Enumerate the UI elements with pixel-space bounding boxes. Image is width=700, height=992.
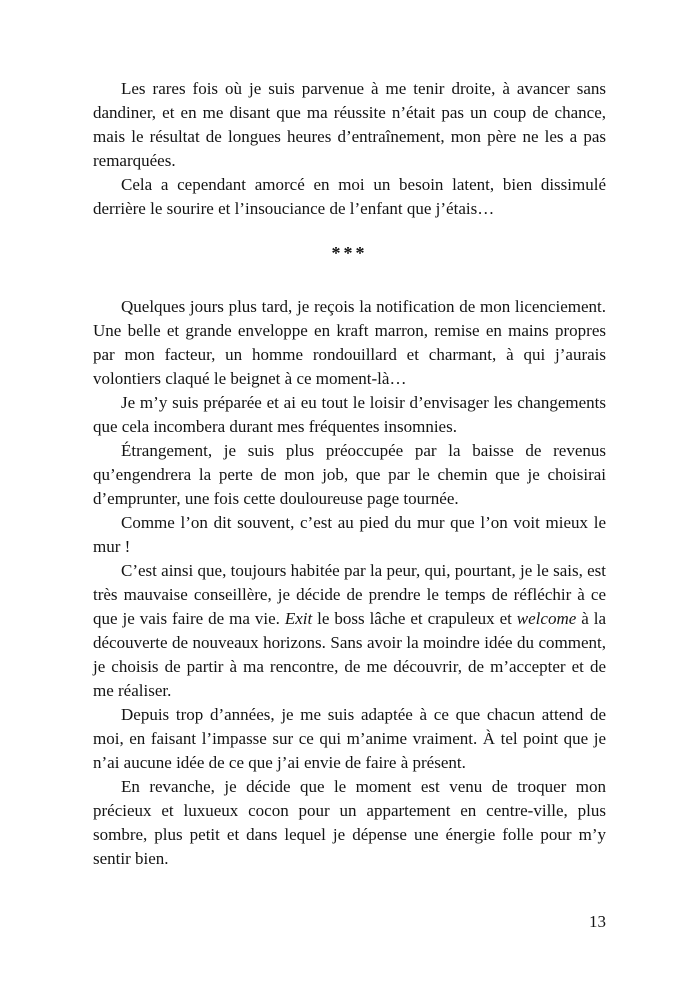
- page-number: 13: [589, 912, 606, 931]
- paragraph-3: Quelques jours plus tard, je reçois la notification de mon licenciement. Une belle et grande enveloppe en kraft marron, remise en mains propres par mon facteur, un homme rondouillard et charmant, à qui j’aurais volontiers claqué le beignet à ce moment-là…: [93, 297, 606, 388]
- paragraph-7-text: le boss lâche et crapuleux et: [312, 609, 517, 628]
- paragraph-6: Comme l’on dit souvent, c’est au pied du mur que l’on voit mieux le mur !: [93, 513, 606, 556]
- paragraph-9: En revanche, je décide que le moment est venu de troquer mon précieux et luxueux cocon pour un appartement en centre-ville, plus sombre, plus petit et dans lequel je dépense une énergie folle pour m’y sentir bien.: [93, 777, 606, 868]
- section-separator: ***: [331, 243, 368, 263]
- paragraph-7-text: C’est ainsi que, toujours habitée par la peur, qui, pourtant, je le sais, est très mauvaise conseillère, je décide de prendre le temps de réfléchir à ce que je vais faire de ma vie.: [93, 561, 606, 628]
- paragraph-4: Je m’y suis préparée et ai eu tout le loisir d’envisager les changements que cela incombera durant mes fréquentes insomnies.: [93, 393, 606, 436]
- paragraph-5: Étrangement, je suis plus préoccupée par la baisse de revenus qu’engendrera la perte de mon job, que par le chemin que je choisirai d’emprunter, une fois cette douloureuse page tournée.: [93, 441, 606, 508]
- paragraph-2: Cela a cependant amorcé en moi un besoin latent, bien dissimulé derrière le sourire et l’insouciance de l’enfant que j’étais…: [93, 175, 606, 218]
- paragraph-7: [93, 559, 606, 703]
- italic-word-exit: Exit: [284, 609, 313, 628]
- paragraph-7-text: à la découverte de nouveaux horizons. Sans avoir la moindre idée du comment, je choisis de partir à ma rencontre, de me découvrir, de m’accepter et de me réaliser.: [93, 609, 606, 700]
- page-text-block: [93, 77, 606, 871]
- paragraph-8: Depuis trop d’années, je me suis adaptée à ce que chacun attend de moi, en faisant l’impasse sur ce qui m’anime vraiment. À tel point que je n’ai aucune idée de ce que j’ai envie de faire à présent.: [93, 705, 606, 772]
- paragraph-1: Les rares fois où je suis parvenue à me tenir droite, à avancer sans dandiner, et en me disant que ma réussite n’était pas un coup de chance, mais le résultat de longues heures d’entraînement, mon père ne les a pas remarquées.: [93, 79, 606, 170]
- italic-word-welcome: welcome: [516, 609, 577, 628]
